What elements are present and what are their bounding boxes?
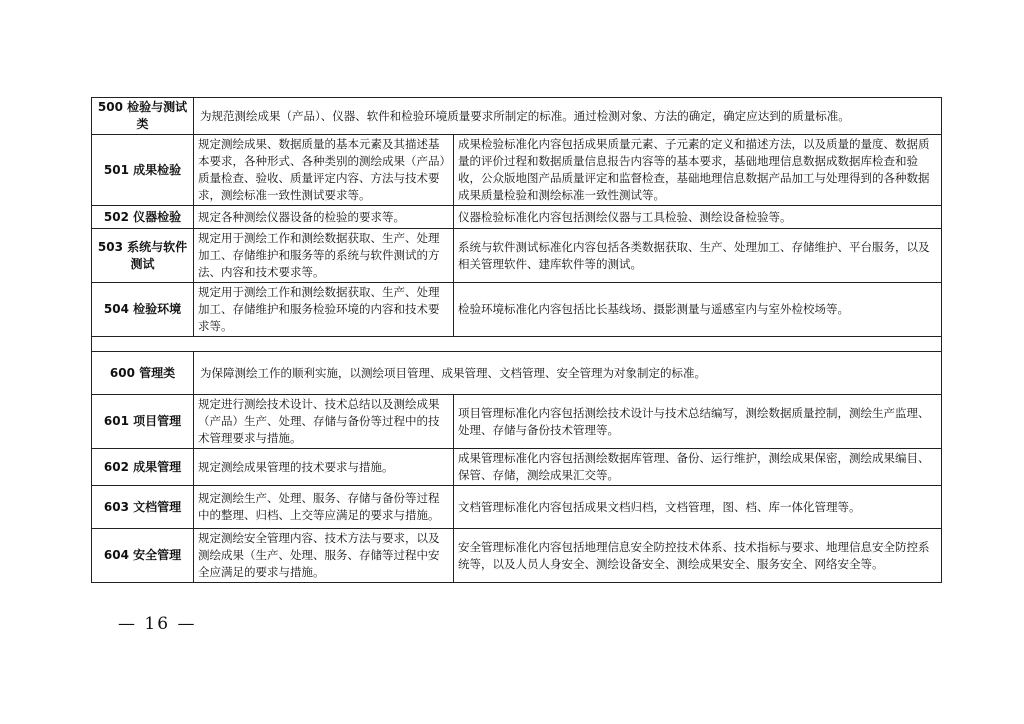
table-row [92, 283, 942, 337]
content-cell: 系统与软件测试标准化内容包括各类数据获取、生产、处理加工、存储维护、平台服务，以及相关管理软件、建库软件等的测试。 [454, 229, 942, 283]
table-row [92, 337, 942, 352]
category-cell: 600 管理类 [92, 352, 194, 395]
content-cell: 项目管理标准化内容包括测绘技术设计与技术总结编写，测绘数据质量控制，测绘生产监理、处理、存储与备份技术管理等。 [454, 395, 942, 449]
requirement-cell: 规定测绘安全管理内容、技术方法与要求，以及测绘成果（生产、处理、服务、存储等过程中安全应满足的要求与措施。 [194, 529, 454, 583]
category-cell: 501 成果检验 [92, 135, 194, 206]
content-cell: 安全管理标准化内容包括地理信息安全防控技术体系、技术指标与要求、地理信息安全防控系统等，以及人员人身安全、测绘设备安全、测绘成果安全、服务安全、网络安全等。 [454, 529, 942, 583]
table-row [92, 135, 942, 206]
category-cell: 504 检验环境 [92, 283, 194, 337]
table-row [92, 529, 942, 583]
table-row [92, 229, 942, 283]
table-row [92, 352, 942, 395]
content-cell: 文档管理标准化内容包括成果文档归档，文档管理，图、档、库一体化管理等。 [454, 486, 942, 529]
table-row [92, 206, 942, 229]
requirement-cell: 规定进行测绘技术设计、技术总结以及测绘成果（产品）生产、处理、存储与备份等过程中的技术管理要求与措施。 [194, 395, 454, 449]
category-cell: 602 成果管理 [92, 449, 194, 486]
requirement-cell: 规定测绘成果管理的技术要求与措施。 [194, 449, 454, 486]
requirement-cell: 规定测绘生产、处理、服务、存储与备份等过程中的整理、归档、上交等应满足的要求与措施。 [194, 486, 454, 529]
standards-table [91, 97, 942, 583]
page-number: — 16 — [118, 614, 197, 634]
category-description-cell: 为保障测绘工作的顺利实施，以测绘项目管理、成果管理、文档管理、安全管理为对象制定的标准。 [194, 352, 942, 395]
category-cell: 502 仪器检验 [92, 206, 194, 229]
requirement-cell: 规定用于测绘工作和测绘数据获取、生产、处理加工、存储维护和服务等的系统与软件测试的方法、内容和技术要求等。 [194, 229, 454, 283]
content-cell: 检验环境标准化内容包括比长基线场、摄影测量与遥感室内与室外检校场等。 [454, 283, 942, 337]
category-description-cell: 为规范测绘成果（产品）、仪器、软件和检验环境质量要求所制定的标准。通过检测对象、方法的确定，确定应达到的质量标准。 [194, 98, 942, 135]
content-cell: 成果检验标准化内容包括成果质量元素、子元素的定义和描述方法，以及质量的量度、数据质量的评价过程和数据质量信息报告内容等的基本要求，基础地理信息数据成数据库检查和验收，公众版地图产品质量评定和监督检查，基础地理信息数据产品加工与处理得到的各种数据成果质量检验和测绘标准一致性测试等。 [454, 135, 942, 206]
content-cell: 仪器检验标准化内容包括测绘仪器与工具检验、测绘设备检验等。 [454, 206, 942, 229]
table-row [92, 449, 942, 486]
table-row [92, 486, 942, 529]
category-cell: 601 项目管理 [92, 395, 194, 449]
table-row [92, 395, 942, 449]
requirement-cell: 规定测绘成果、数据质量的基本元素及其描述基本要求，各种形式、各种类别的测绘成果（产品）质量检查、验收、质量评定内容、方法与技术要求，测绘标准一致性测试要求等。 [194, 135, 454, 206]
standards-table-body [92, 98, 942, 583]
requirement-cell: 规定用于测绘工作和测绘数据获取、生产、处理加工、存储维护和服务检验环境的内容和技术要求等。 [194, 283, 454, 337]
blank-separator-cell [92, 337, 942, 352]
table-row [92, 98, 942, 135]
category-cell: 503 系统与软件测试 [92, 229, 194, 283]
category-cell: 500 检验与测试类 [92, 98, 194, 135]
category-cell: 603 文档管理 [92, 486, 194, 529]
requirement-cell: 规定各种测绘仪器设备的检验的要求等。 [194, 206, 454, 229]
category-cell: 604 安全管理 [92, 529, 194, 583]
content-cell: 成果管理标准化内容包括测绘数据库管理、备份、运行维护，测绘成果保密，测绘成果编目、保管、存储，测绘成果汇交等。 [454, 449, 942, 486]
